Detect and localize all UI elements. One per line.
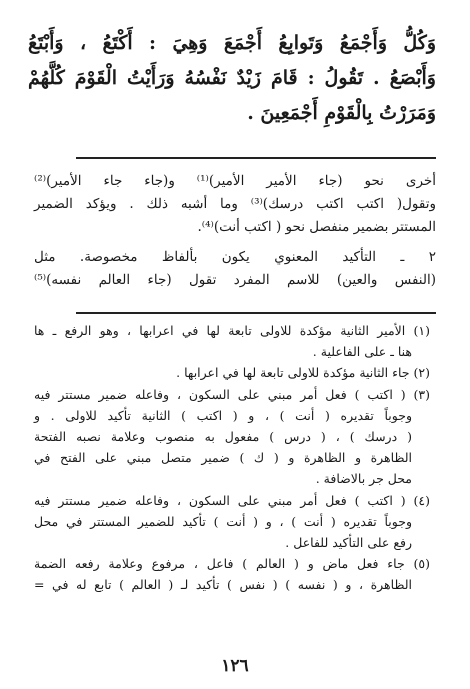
footnote-line: (٢) جاء الثانية مؤكدة للاولى تابعة لها في اعرابها .	[176, 365, 430, 381]
footnote-line: (٣) ( اكتب ) فعل أمر مبني على السكون ، وفاعله ضمير مستتر فيه	[34, 386, 430, 402]
page-number: ١٢٦	[221, 656, 249, 676]
main-text-line: وَمَرَرْتُ بِالْقَوْمِ أَجْمَعِينَ .	[247, 102, 436, 124]
footnote-line: هنا ـ على الفاعلية .	[312, 344, 412, 360]
footnote-1	[34, 320, 430, 362]
commentary-line: ٢ ـ التأكيد المعنوي يكون بألفاظ مخصوصة. مثل	[34, 249, 436, 265]
footnote-line: وجوباً تقديره ( أنت ) ، و ( أنت ) تأكيد للضمير المستتر في محل	[34, 513, 412, 529]
commentary-line: وتقول( اكتب اكتب درسك)⁽³⁾ وما أشبه ذلك . ويؤكد الضمير	[34, 196, 436, 212]
footnote-line: (٤) ( اكتب ) فعل أمر مبني على السكون ، وفاعله ضمير مستتر فيه	[34, 492, 430, 508]
footnote-line: الظاهرة و الظاهرة و ( ك ) ضمير متصل مبني على الفتح في	[34, 450, 412, 466]
main-text-line: وَكُلُّ وَأَجْمَعُ وَتَوابِعُ أَجْمَعَ وَهِيَ : أَكْتَعُ ، وَأَبْتَعُ	[28, 32, 436, 54]
footnote-line: الظاهرة ، و ( نفسه ) ( نفس ) تأكيد لـ ( العالم ) تابع له في =	[34, 577, 412, 593]
footnote-line: (١) الأمير الثانية مؤكدة للاولى تابعة لها في اعرابها ، وهو الرفع ـ ها	[34, 323, 430, 338]
section-divider	[76, 157, 436, 159]
footnote-line: محل جر بالاضافة .	[315, 471, 412, 487]
footnotes	[34, 320, 430, 596]
main-text-line: وَأَبْصَعُ . تَقُولُ : قَامَ زَيْدٌ نَفْسُهُ وَرَأَيْتُ الْقَوْمَ كُلَّهُمْ	[28, 67, 436, 89]
footnote-4	[34, 490, 430, 554]
footnote-divider	[76, 312, 436, 314]
footnote-2	[34, 362, 430, 383]
footnote-5	[34, 553, 430, 595]
footnote-line: رفع على التأكيد للفاعل .	[285, 535, 412, 551]
commentary-paragraph	[34, 170, 436, 239]
commentary-line: (النفس والعين) للاسم المفرد تقول (جاء العالم نفسه)⁽⁵⁾	[34, 272, 436, 288]
footnote-line: ( درسك ) ، ( درس ) مفعول به منصوب وعلامة نصبه الفتحة	[34, 429, 412, 445]
commentary-line: أخرى نحو (جاء الأمير الأمير)⁽¹⁾ و(جاء جاء الأمير)⁽²⁾	[34, 173, 436, 189]
commentary-line: المستتر بضمير منفصل نحو ( اكتب أنت)⁽⁴⁾.	[197, 219, 436, 235]
main-text	[28, 26, 436, 131]
commentary-paragraph	[34, 246, 436, 292]
commentary-text	[34, 170, 436, 292]
footnote-line: (٥) جاء فعل ماض و ( العالم ) فاعل ، مرفوع وعلامة رفعه الضمة	[34, 556, 430, 572]
footnote-line: وجوباً تقديره ( أنت ) ، و ( اكتب ) الثانية تأكيد للاولى . و	[34, 407, 412, 423]
footnote-3	[34, 384, 430, 490]
